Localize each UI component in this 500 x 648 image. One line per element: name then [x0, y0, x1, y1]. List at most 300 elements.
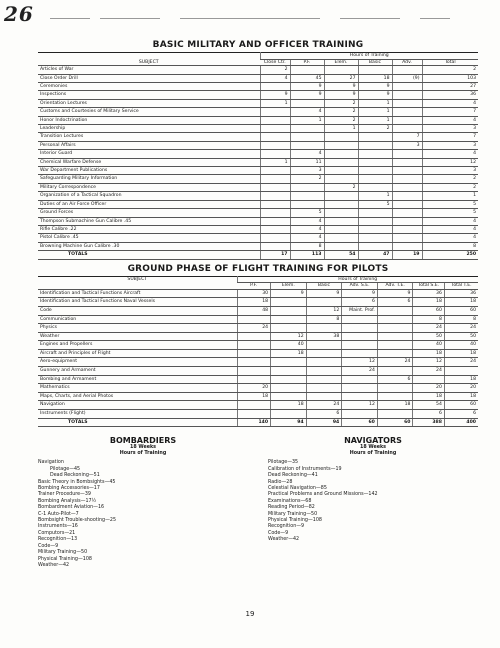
hours-cell [377, 315, 413, 324]
navigators-title: NAVIGATORS [344, 436, 402, 445]
hours-cell: 18 [237, 392, 271, 401]
table-row [38, 225, 478, 233]
hours-cell [290, 141, 324, 149]
hours-cell [392, 158, 422, 166]
column-header: Total [422, 59, 478, 66]
hours-cell [342, 341, 378, 350]
hours-cell: 7 [422, 108, 478, 116]
hours-cell: 20 [413, 384, 444, 393]
hours-cell [444, 367, 478, 376]
hours-header: Hours of Training [237, 276, 478, 283]
hours-cell: 7 [392, 133, 422, 141]
hours-cell: 38 [306, 332, 342, 341]
hours-cell [260, 175, 290, 183]
hours-cell: 4 [290, 217, 324, 225]
column-header: Total T.E. [444, 283, 478, 290]
hours-cell: 20 [237, 384, 271, 393]
hours-cell [324, 167, 358, 175]
table-row [38, 306, 478, 315]
hours-cell: (9) [392, 74, 422, 82]
navigators-hours-label: Hours of Training [349, 451, 397, 457]
course-columns [38, 438, 478, 569]
subject-cell: Leadership [38, 125, 260, 133]
flight-training-title: GROUND PHASE OF FLIGHT TRAINING FOR PILOTS [127, 263, 389, 274]
table-row [38, 183, 478, 191]
table-row [38, 116, 478, 124]
hours-cell [377, 392, 413, 401]
hours-cell: 4 [290, 225, 324, 233]
hours-cell [392, 167, 422, 175]
list-item: Recognition—13 [38, 537, 78, 543]
hours-cell [260, 150, 290, 158]
hours-cell [324, 66, 358, 74]
list-item: Pilotage—35 [268, 460, 299, 466]
hours-cell [237, 410, 271, 419]
hours-cell: 3 [290, 167, 324, 175]
hours-cell: 12 [342, 358, 378, 367]
list-item: Bombardment Aviation—16 [38, 505, 105, 511]
list-item: Bombsight Trouble-shooting—25 [38, 518, 117, 524]
hours-cell [260, 183, 290, 191]
table-row [38, 108, 478, 116]
hours-cell: 12 [422, 158, 478, 166]
hours-cell [377, 306, 413, 315]
hours-cell [358, 183, 392, 191]
list-item: Instruments—16 [38, 524, 78, 530]
navigators-weeks: 18 Weeks [359, 445, 387, 451]
hours-cell [342, 375, 378, 384]
list-item: Pilotage—45 [50, 466, 81, 472]
hours-cell [392, 125, 422, 133]
list-item: Recognition—9 [268, 524, 305, 530]
hours-cell: 18 [413, 392, 444, 401]
hours-cell [392, 242, 422, 250]
top-rule [340, 18, 400, 19]
hours-cell: 36 [413, 289, 444, 298]
hours-cell: 60 [444, 306, 478, 315]
hours-cell [324, 242, 358, 250]
top-rule [180, 18, 320, 19]
hours-cell [290, 192, 324, 200]
hours-cell: 24 [413, 367, 444, 376]
hours-cell [392, 200, 422, 208]
hours-cell: 1 [358, 99, 392, 107]
hours-cell [290, 200, 324, 208]
total-cell: 94 [306, 418, 342, 427]
subject-cell: Physics [38, 324, 237, 333]
hours-cell: 2 [422, 175, 478, 183]
bombardiers-weeks: 18 Weeks [129, 445, 157, 451]
list-item: Calibration of Instruments—19 [268, 466, 342, 472]
list-item: Examinations—68 [268, 498, 312, 504]
hours-cell [306, 358, 342, 367]
hours-cell [377, 332, 413, 341]
hours-cell: 18 [413, 298, 444, 307]
table-row [38, 358, 478, 367]
total-cell: 140 [237, 418, 271, 427]
hours-cell [342, 384, 378, 393]
list-item: Trainer Procedure—39 [38, 492, 91, 498]
total-cell: 250 [422, 251, 478, 259]
hours-cell [306, 384, 342, 393]
hours-cell [377, 367, 413, 376]
table-row [38, 192, 478, 200]
hours-cell: 27 [324, 74, 358, 82]
list-item: Dead Reckoning—41 [268, 473, 318, 479]
hours-cell [237, 332, 271, 341]
hours-cell [342, 349, 378, 358]
flight-training-table [38, 276, 478, 428]
hours-cell [260, 83, 290, 91]
hours-cell: 24 [306, 401, 342, 410]
hours-cell: 9 [377, 289, 413, 298]
hours-cell: 40 [413, 341, 444, 350]
hours-cell: 27 [422, 83, 478, 91]
subject-cell: Identification and Tactical Functions Aircraft [38, 289, 237, 298]
table-row [38, 167, 478, 175]
hours-cell: 1 [260, 99, 290, 107]
column-header: Basic [306, 283, 342, 290]
hours-cell [358, 217, 392, 225]
list-item: Military Training—50 [268, 511, 318, 517]
hours-cell: 6 [413, 410, 444, 419]
hours-cell [377, 324, 413, 333]
subject-cell: Mathematics [38, 384, 237, 393]
hours-cell [324, 150, 358, 158]
total-cell: 400 [444, 418, 478, 427]
subject-cell: Safeguarding Military Information [38, 175, 260, 183]
hours-cell: 2 [324, 183, 358, 191]
hours-cell [260, 108, 290, 116]
hours-cell: 24 [342, 367, 378, 376]
top-rule [420, 18, 450, 19]
totals-label: TOTALS [38, 418, 237, 427]
hours-cell: 4 [290, 108, 324, 116]
subject-cell: Thompson Submachine Gun Calibre .45 [38, 217, 260, 225]
table-row [38, 74, 478, 82]
hours-cell [260, 141, 290, 149]
hours-cell: 5 [422, 209, 478, 217]
hours-cell: 9 [290, 91, 324, 99]
bombardiers-section [38, 438, 248, 569]
hours-cell: 24 [413, 324, 444, 333]
table-row [38, 242, 478, 250]
table-row [38, 324, 478, 333]
hours-cell [392, 234, 422, 242]
table-row [38, 349, 478, 358]
column-header: Adv. S.E. [342, 283, 378, 290]
list-item: Computors—21 [38, 530, 76, 536]
hours-cell [392, 192, 422, 200]
hours-cell [237, 401, 271, 410]
hours-cell [260, 167, 290, 175]
subject-cell: Ground Forces [38, 209, 260, 217]
hours-cell: 2 [358, 125, 392, 133]
hours-cell: 20 [444, 384, 478, 393]
hours-cell [377, 341, 413, 350]
subject-cell: Maps, Charts, and Aerial Photos [38, 392, 237, 401]
list-item: Bombing Analysis—17½ [38, 498, 97, 504]
hours-cell [324, 141, 358, 149]
subject-cell: Pistol Calibre .45 [38, 234, 260, 242]
list-item: Practical Problems and Ground Missions—142 [268, 492, 378, 498]
hours-cell [358, 209, 392, 217]
hours-cell: 11 [290, 158, 324, 166]
hours-cell: 12 [271, 332, 307, 341]
hours-cell: 6 [377, 298, 413, 307]
list-item: Navigation [38, 460, 64, 466]
hours-cell [271, 306, 307, 315]
totals-row [38, 251, 478, 259]
total-cell: 54 [324, 251, 358, 259]
total-cell: 47 [358, 251, 392, 259]
hours-cell [260, 225, 290, 233]
table-row [38, 234, 478, 242]
hours-cell: 30 [237, 289, 271, 298]
total-cell: 388 [413, 418, 444, 427]
subject-cell: Articles of War [38, 66, 260, 74]
hours-cell [358, 242, 392, 250]
hours-cell [271, 384, 307, 393]
top-rule [50, 18, 90, 19]
hours-cell: 4 [422, 99, 478, 107]
hours-cell: 2 [260, 66, 290, 74]
hours-cell: 4 [260, 74, 290, 82]
table-row [38, 298, 478, 307]
hours-cell [290, 133, 324, 141]
subject-cell: Honor Indoctrination [38, 116, 260, 124]
table-row [38, 401, 478, 410]
bombardiers-list [38, 460, 248, 569]
hours-cell: 36 [422, 91, 478, 99]
hours-cell [260, 242, 290, 250]
hours-cell [324, 209, 358, 217]
total-cell: 94 [271, 418, 307, 427]
hours-cell [324, 200, 358, 208]
column-header: Basic [358, 59, 392, 66]
subject-cell: Engines and Propellers [38, 341, 237, 350]
hours-cell [260, 125, 290, 133]
hours-cell [358, 225, 392, 233]
list-item: Dead Reckoning—51 [50, 473, 100, 479]
table-row [38, 341, 478, 350]
hours-cell: 3 [422, 141, 478, 149]
column-header: Elem. [324, 59, 358, 66]
hours-cell: 4 [290, 150, 324, 158]
table-row [38, 83, 478, 91]
table-row [38, 158, 478, 166]
hours-cell: 9 [342, 289, 378, 298]
list-item: Bombing Accessories—17 [38, 486, 100, 492]
hours-cell: 2 [324, 116, 358, 124]
hours-cell [358, 150, 392, 158]
table-row [38, 99, 478, 107]
subject-header: SUBJECT [38, 276, 237, 289]
hours-cell: 3 [422, 167, 478, 175]
hours-cell [342, 315, 378, 324]
hours-cell [271, 375, 307, 384]
hours-cell [237, 315, 271, 324]
subject-cell: Orientation Lectures [38, 99, 260, 107]
hours-cell [392, 209, 422, 217]
list-item: Physical Training—108 [268, 518, 322, 524]
hours-cell: 8 [444, 315, 478, 324]
hours-cell: 24 [444, 324, 478, 333]
subject-cell: Navigation [38, 401, 237, 410]
hours-cell: 36 [444, 289, 478, 298]
hours-cell: 8 [306, 315, 342, 324]
military-training-table [38, 52, 478, 260]
subject-cell: Personal Affairs [38, 141, 260, 149]
hours-cell: 45 [290, 74, 324, 82]
hours-cell: 1 [422, 192, 478, 200]
hours-cell: 8 [422, 242, 478, 250]
list-item: Celestial Navigation—85 [268, 486, 327, 492]
hours-cell: 5 [358, 200, 392, 208]
column-header: Elem. [271, 283, 307, 290]
subject-cell: Organization of a Tactical Squadron [38, 192, 260, 200]
hours-cell [237, 358, 271, 367]
hours-cell [392, 83, 422, 91]
hours-cell: 50 [413, 332, 444, 341]
list-item: Weather—42 [38, 562, 70, 568]
subject-cell: Transition Lectures [38, 133, 260, 141]
subject-cell: Aircraft and Principles of Flight [38, 349, 237, 358]
subject-cell: Weather [38, 332, 237, 341]
hours-cell [392, 225, 422, 233]
hours-cell [271, 392, 307, 401]
hours-cell [237, 341, 271, 350]
table-row [38, 200, 478, 208]
hours-cell: 18 [413, 349, 444, 358]
table-row [38, 410, 478, 419]
hours-cell: 18 [237, 298, 271, 307]
hours-cell: 6 [377, 375, 413, 384]
hours-cell [377, 349, 413, 358]
hours-cell [392, 217, 422, 225]
hours-cell: 2 [422, 183, 478, 191]
hours-cell [290, 125, 324, 133]
subject-cell: Bombing and Armament [38, 375, 237, 384]
hours-cell: 1 [358, 192, 392, 200]
subject-cell: Aero-equipment [38, 358, 237, 367]
subject-header: SUBJECT [38, 53, 260, 66]
hours-cell [358, 234, 392, 242]
column-header: Adv. [392, 59, 422, 66]
hours-cell: 1 [324, 125, 358, 133]
table-row [38, 175, 478, 183]
hours-cell [324, 192, 358, 200]
hours-cell: 3 [392, 141, 422, 149]
totals-row [38, 418, 478, 427]
hours-cell [392, 99, 422, 107]
hours-cell [392, 108, 422, 116]
column-header: P.F. [237, 283, 271, 290]
hours-cell [392, 183, 422, 191]
total-cell: 60 [342, 418, 378, 427]
hours-cell: 6 [306, 410, 342, 419]
hours-cell: 12 [413, 358, 444, 367]
subject-cell: Chemical Warfare Defense [38, 158, 260, 166]
hours-cell: 8 [290, 242, 324, 250]
hours-cell [260, 217, 290, 225]
hours-cell: 18 [444, 298, 478, 307]
table-row [38, 332, 478, 341]
navigators-list [268, 460, 478, 543]
subject-cell: Communication [38, 315, 237, 324]
table-row [38, 125, 478, 133]
top-rule [100, 18, 160, 19]
hours-cell [392, 91, 422, 99]
subject-cell: Gunnery and Armament [38, 367, 237, 376]
table-row [38, 66, 478, 74]
hours-cell: 18 [358, 74, 392, 82]
table-row [38, 367, 478, 376]
hours-cell [260, 234, 290, 242]
hours-cell [342, 332, 378, 341]
hours-cell [392, 116, 422, 124]
hours-cell: 24 [377, 358, 413, 367]
hours-cell: 12 [306, 306, 342, 315]
hours-cell: 4 [422, 234, 478, 242]
hours-header: Hours of Training [260, 53, 478, 60]
hours-cell [290, 66, 324, 74]
hours-cell [271, 324, 307, 333]
hours-cell: 4 [422, 225, 478, 233]
hours-cell [324, 234, 358, 242]
hours-cell [377, 410, 413, 419]
hours-cell [358, 175, 392, 183]
list-item: Physical Training—108 [38, 556, 92, 562]
hours-cell [358, 133, 392, 141]
hours-cell: 103 [422, 74, 478, 82]
table-row [38, 217, 478, 225]
hours-cell: 18 [271, 401, 307, 410]
hours-cell: 12 [342, 401, 378, 410]
hours-cell [324, 133, 358, 141]
table-row [38, 289, 478, 298]
hours-cell [237, 349, 271, 358]
page-number: 19 [245, 610, 255, 618]
hours-cell [342, 410, 378, 419]
hours-cell: 24 [444, 358, 478, 367]
hours-cell: 6 [342, 298, 378, 307]
list-item: Code—9 [268, 530, 289, 536]
hours-cell [271, 367, 307, 376]
list-item: Reading Period—82 [268, 505, 315, 511]
hours-cell: 9 [324, 91, 358, 99]
table-row [38, 91, 478, 99]
subject-cell: Instruments (Flight) [38, 410, 237, 419]
hours-cell: 3 [422, 125, 478, 133]
hours-cell: 9 [260, 91, 290, 99]
hours-cell: 1 [290, 116, 324, 124]
hours-cell: 1 [358, 116, 392, 124]
hours-cell: 1 [260, 158, 290, 166]
hours-cell [324, 217, 358, 225]
hours-cell [358, 158, 392, 166]
hours-cell [271, 298, 307, 307]
table-row [38, 375, 478, 384]
total-cell: 19 [392, 251, 422, 259]
table-row [38, 384, 478, 393]
hours-cell: 9 [358, 83, 392, 91]
hours-cell: 54 [413, 401, 444, 410]
military-training-title: BASIC MILITARY AND OFFICER TRAINING [152, 40, 364, 50]
hours-cell: 6 [444, 410, 478, 419]
hours-cell [271, 315, 307, 324]
column-header: Adv. T.E. [377, 283, 413, 290]
